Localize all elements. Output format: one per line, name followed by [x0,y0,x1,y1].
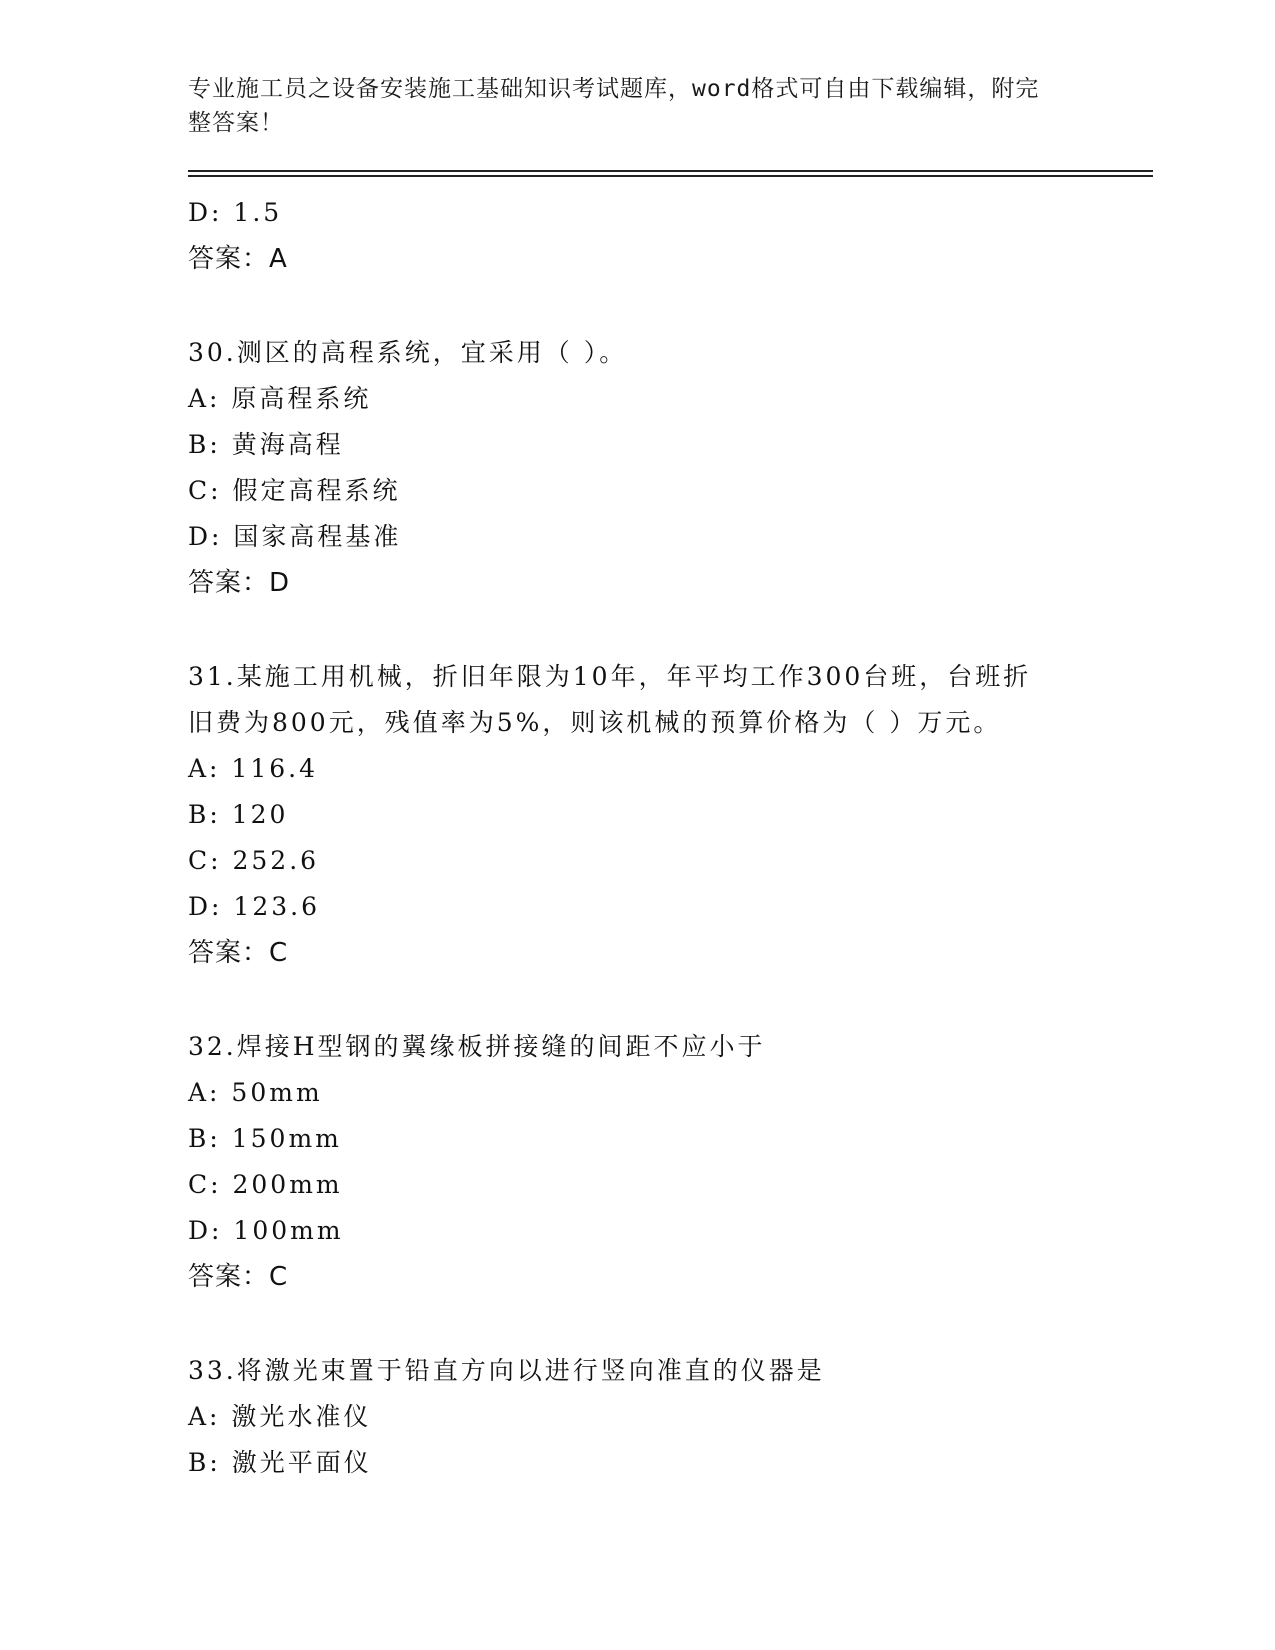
question-32 [188,1024,1088,1300]
option-b: B: 激光平面仪 [188,1448,372,1477]
option-a: A: 50mm [188,1078,323,1107]
header-line-2: 整答案！ [188,110,284,136]
question-text: 32.焊接H型钢的翼缘板拼接缝的间距不应小于 [188,1032,766,1061]
question-text: 33.将激光束置于铅直方向以进行竖向准直的仪器是 [188,1356,825,1385]
option-d: D: 123.6 [188,892,320,921]
previous-question-tail [188,190,1088,282]
question-30 [188,330,1088,606]
header-rule-bottom [188,175,1153,177]
question-list [188,190,1088,1486]
option-b: B: 黄海高程 [188,430,344,459]
question-text: 30.测区的高程系统，宜采用（ ）。 [188,338,628,367]
document-header [188,72,1088,140]
option-d: D: 100mm [188,1216,344,1245]
header-line-1: 专业施工员之设备安装施工基础知识考试题库，word格式可自由下载编辑，附完 [188,76,1040,102]
option-a: A: 激光水准仪 [188,1402,372,1431]
option-c: C: 200mm [188,1170,343,1199]
header-rule-top [188,170,1153,172]
answer: 答案：C [188,938,289,968]
answer: 答案：C [188,1262,289,1292]
option-a: A: 116.4 [188,754,318,783]
option-c: C: 252.6 [188,846,320,875]
answer: 答案：D [188,568,291,598]
option-c: C: 假定高程系统 [188,476,401,505]
question-31 [188,654,1088,976]
option-b: B: 120 [188,800,289,829]
option-b: B: 150mm [188,1124,342,1153]
question-text-continued: 旧费为800元，残值率为5%，则该机械的预算价格为（ ）万元。 [188,708,1002,737]
question-text: 31.某施工用机械，折旧年限为10年，年平均工作300台班，台班折 [188,662,1032,691]
answer: 答案：A [188,244,288,274]
option-a: A: 原高程系统 [188,384,372,413]
option-d: D: 1.5 [188,198,283,227]
question-33 [188,1348,1088,1486]
option-d: D: 国家高程基准 [188,522,402,551]
